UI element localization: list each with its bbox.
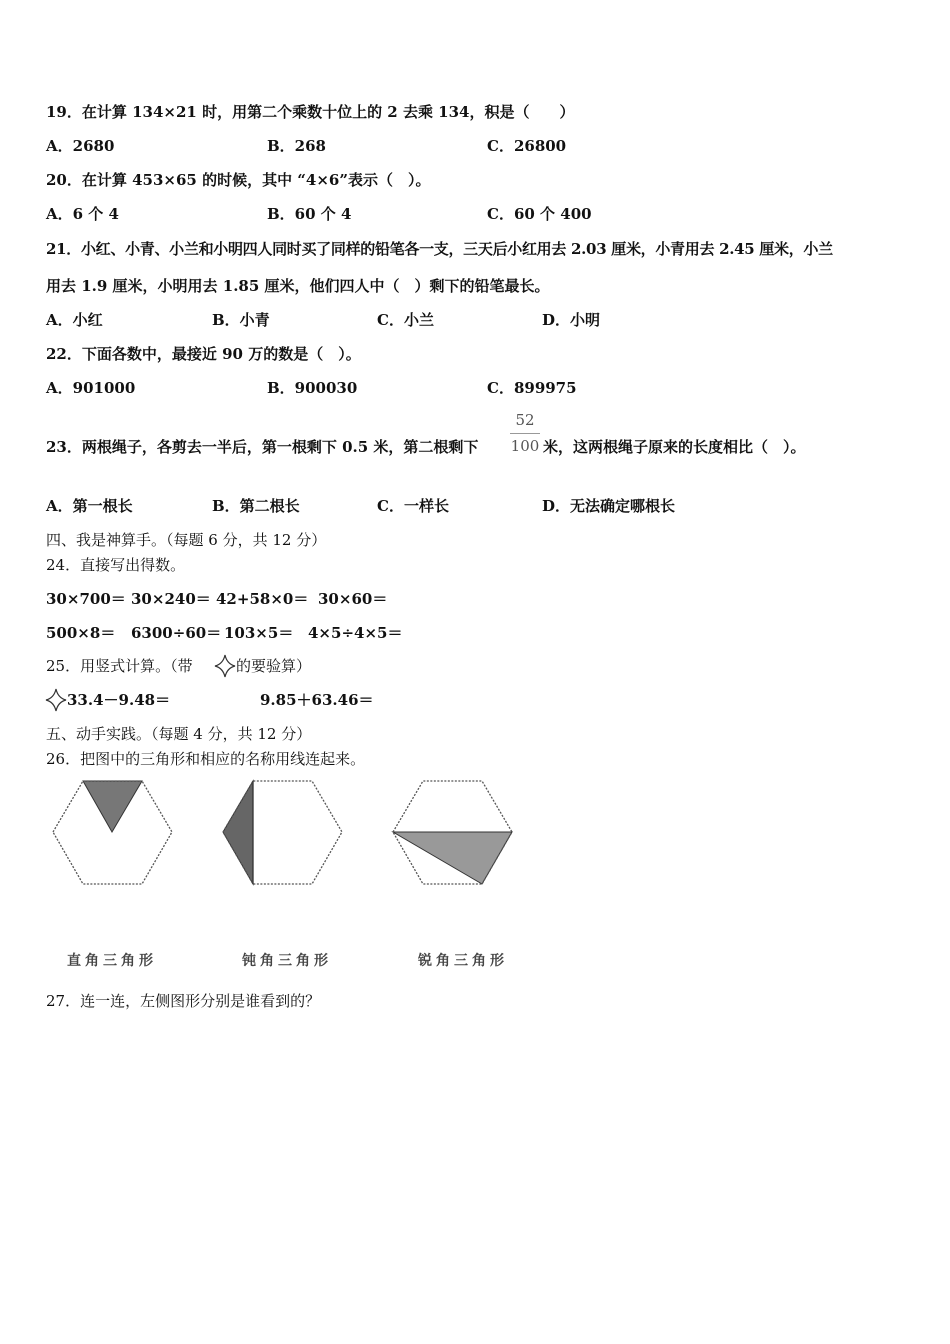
- q21-option-b: B．小青: [212, 311, 270, 329]
- q24-text: 24．直接写出得数。: [46, 556, 186, 574]
- q21-line2: 用去 1.9 厘米，小明用去 1.85 厘米，他们四人中（ ）剩下的铅笔最长。: [46, 277, 550, 295]
- q19-option-a: A．2680: [46, 137, 115, 155]
- q24-item: 6300÷60＝: [131, 624, 222, 642]
- q23-text-after: 米，这两根绳子原来的长度相比（ ）。: [543, 438, 806, 456]
- q22-option-a: A．901000: [46, 379, 136, 397]
- fraction-numerator: 52: [515, 411, 535, 429]
- q24-item: 4×5÷4×5＝: [308, 624, 403, 642]
- sparkle-icon: [46, 689, 66, 711]
- q19-option-c: C．26800: [487, 137, 567, 155]
- q25-text-after: 的要验算）: [236, 657, 312, 675]
- q22-option-b: B．900030: [267, 379, 358, 397]
- q23-option-b: B．第二根长: [212, 497, 300, 515]
- q27-text: 27．连一连，左侧图形分别是谁看到的？: [46, 992, 321, 1010]
- q23-option-d: D．无法确定哪根长: [542, 497, 676, 515]
- q20-option-a: A．6 个 4: [46, 205, 119, 223]
- q23-text-before: 23．两根绳子，各剪去一半后，第一根剩下 0.5 米，第二根剩下: [46, 438, 479, 456]
- q24-item: 500×8＝: [46, 624, 116, 642]
- q20-option-c: C．60 个 400: [487, 205, 592, 223]
- label-right-triangle: 直角三角形: [67, 953, 157, 969]
- q24-item: 30×700＝: [46, 590, 126, 608]
- q21-line1: 21．小红、小青、小兰和小明四人同时买了同样的铅笔各一支，三天后小红用去 2.03 厘米，小青用去 2.45 厘米，小兰: [46, 240, 833, 258]
- q22-option-c: C．899975: [487, 379, 577, 397]
- section4-title: 四、我是神算手。（每题 6 分，共 12 分）: [46, 531, 327, 549]
- hexagon-figure-2: [223, 781, 342, 884]
- sparkle-icon: [215, 655, 235, 677]
- hexagon-figure-3: [393, 781, 512, 884]
- q25-item: 9.85＋63.46＝: [260, 691, 374, 709]
- q20-option-b: B．60 个 4: [267, 205, 352, 223]
- q19-text: 19．在计算 134×21 时，用第二个乘数十位上的 2 去乘 134，积是（ ）: [46, 103, 575, 121]
- q24-item: 30×60＝: [318, 590, 388, 608]
- q23-option-c: C．一样长: [377, 497, 449, 515]
- fraction-bar: [510, 433, 540, 434]
- q24-item: 42+58×0＝: [216, 590, 309, 608]
- fraction-denominator: 100: [510, 437, 540, 455]
- q25-text-before: 25．用竖式计算。（带: [46, 657, 193, 675]
- q21-option-d: D．小明: [542, 311, 601, 329]
- q24-item: 103×5＝: [224, 624, 294, 642]
- q25-item: 33.4－9.48＝: [67, 691, 171, 709]
- section5-title: 五、动手实践。（每题 4 分，共 12 分）: [46, 725, 312, 743]
- q19-option-b: B．268: [267, 137, 326, 155]
- q21-option-a: A．小红: [46, 311, 103, 329]
- q21-option-c: C．小兰: [377, 311, 434, 329]
- q23-option-a: A．第一根长: [46, 497, 133, 515]
- hexagon-figure-1: [53, 781, 172, 884]
- q22-text: 22．下面各数中，最接近 90 万的数是（ ）。: [46, 345, 361, 363]
- label-obtuse-triangle: 钝角三角形: [242, 953, 332, 969]
- label-acute-triangle: 锐角三角形: [418, 953, 508, 969]
- q20-text: 20．在计算 453×65 的时候，其中 “4×6”表示（ ）。: [46, 171, 431, 189]
- q24-item: 30×240＝: [131, 590, 211, 608]
- q26-text: 26．把图中的三角形和相应的名称用线连起来。: [46, 750, 366, 768]
